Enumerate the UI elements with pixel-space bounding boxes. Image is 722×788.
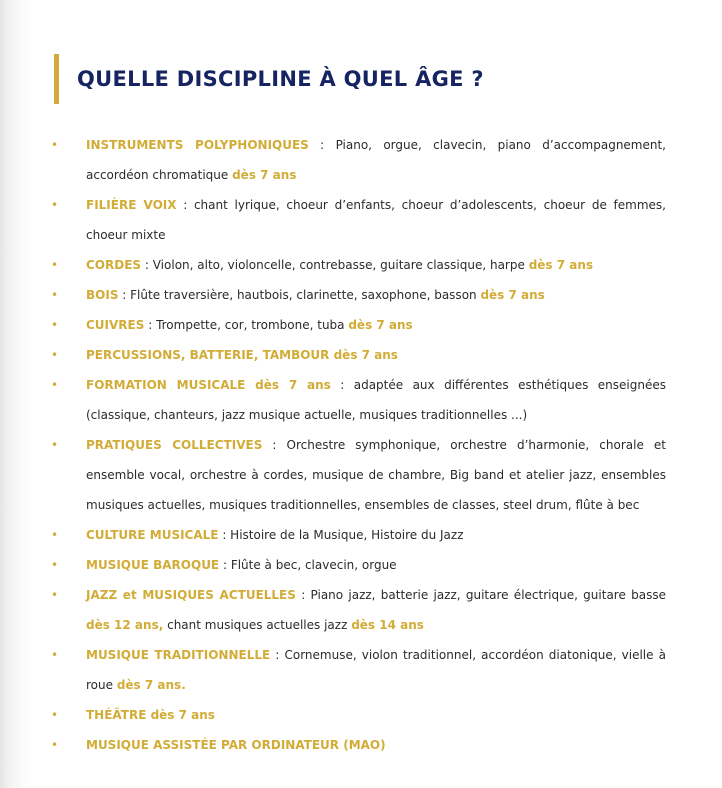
discipline-highlight: FORMATION MUSICALE dès 7 ans [86, 378, 331, 392]
discipline-item [0, 340, 666, 370]
discipline-item [0, 370, 666, 430]
bullet-icon: • [51, 528, 59, 542]
discipline-highlight: dès 7 ans. [116, 678, 186, 692]
section-heading [54, 54, 484, 104]
discipline-highlight: dès 12 ans, [86, 618, 164, 632]
discipline-item [0, 640, 666, 700]
bullet-icon: • [51, 258, 59, 272]
bullet-icon: • [51, 198, 59, 212]
discipline-highlight: PERCUSSIONS, BATTERIE, TAMBOUR dès 7 ans [86, 348, 398, 362]
bullet-icon: • [51, 648, 59, 662]
discipline-highlight: THÉÂTRE dès 7 ans [86, 708, 215, 722]
discipline-text: : chant lyrique, choeur d’enfants, choeur d’adolescents, choeur de femmes, choeur mixte [86, 198, 666, 242]
discipline-item [0, 430, 666, 520]
discipline-highlight: JAZZ et MUSIQUES ACTUELLES [86, 588, 296, 602]
page-title: QUELLE DISCIPLINE À QUEL ÂGE ? [77, 67, 484, 91]
discipline-highlight: BOIS [86, 288, 119, 302]
discipline-item [0, 580, 666, 640]
discipline-highlight: MUSIQUE TRADITIONNELLE [86, 648, 271, 662]
bullet-icon: • [51, 288, 59, 302]
discipline-highlight: CULTURE MUSICALE [86, 528, 219, 542]
bullet-icon: • [51, 378, 59, 392]
bullet-icon: • [51, 588, 59, 602]
discipline-text: : Orchestre symphonique, orchestre d’harmonie, chorale et ensemble vocal, orchestre à cordes, musique de chambre, Big band et atelier jazz, ensembles musiques actuelles, musiques traditionnelles, ensembles de classes, steel drum, flûte à bec [86, 438, 666, 512]
discipline-text: : Piano, orgue, clavecin, piano d’accompagnement, accordéon chromatique [86, 138, 666, 182]
discipline-text: : Flûte à bec, clavecin, orgue [219, 558, 397, 572]
discipline-item [0, 130, 666, 190]
discipline-text: chant musiques actuelles jazz [163, 618, 352, 632]
bullet-icon: • [51, 708, 59, 722]
discipline-text: : Violon, alto, violoncelle, contrebasse, guitare classique, harpe [141, 258, 529, 272]
discipline-item [0, 280, 666, 310]
discipline-highlight: INSTRUMENTS POLYPHONIQUES [86, 138, 309, 152]
discipline-highlight: dès 7 ans [480, 288, 545, 302]
bullet-icon: • [51, 558, 59, 572]
discipline-highlight: dès 7 ans [348, 318, 413, 332]
discipline-text: : Piano jazz, batterie jazz, guitare électrique, guitare basse [295, 588, 666, 602]
discipline-text: : Cornemuse, violon traditionnel, accordéon diatonique, vielle à roue [86, 648, 666, 692]
bullet-icon: • [51, 348, 59, 362]
bullet-icon: • [51, 738, 59, 752]
discipline-item [0, 190, 666, 250]
discipline-highlight: FILIÈRE VOIX [86, 198, 177, 212]
discipline-highlight: MUSIQUE BAROQUE [86, 558, 220, 572]
discipline-highlight: dès 7 ans [232, 168, 297, 182]
heading-accent-bar [54, 54, 59, 104]
discipline-text: : Histoire de la Musique, Histoire du Jazz [218, 528, 464, 542]
discipline-list [0, 130, 722, 760]
discipline-item [0, 700, 666, 730]
bullet-icon: • [51, 318, 59, 332]
discipline-highlight: dès 14 ans [351, 618, 424, 632]
bullet-icon: • [51, 138, 59, 152]
discipline-item [0, 310, 666, 340]
discipline-item [0, 550, 666, 580]
discipline-highlight: dès 7 ans [528, 258, 594, 272]
discipline-text: : Trompette, cor, trombone, tuba [144, 318, 349, 332]
discipline-item [0, 520, 666, 550]
discipline-highlight: CUIVRES [86, 318, 145, 332]
discipline-text: : Flûte traversière, hautbois, clarinette, saxophone, basson [118, 288, 481, 302]
discipline-highlight: MUSIQUE ASSISTÉE PAR ORDINATEUR (MAO) [86, 738, 386, 752]
discipline-item [0, 730, 666, 760]
discipline-text: : adaptée aux différentes esthétiques enseignées (classique, chanteurs, jazz musique actuelle, musiques traditionnelles ...) [86, 378, 666, 422]
discipline-highlight: PRATIQUES COLLECTIVES [86, 438, 263, 452]
bullet-icon: • [51, 438, 59, 452]
discipline-item [0, 250, 666, 280]
discipline-highlight: CORDES [86, 258, 142, 272]
